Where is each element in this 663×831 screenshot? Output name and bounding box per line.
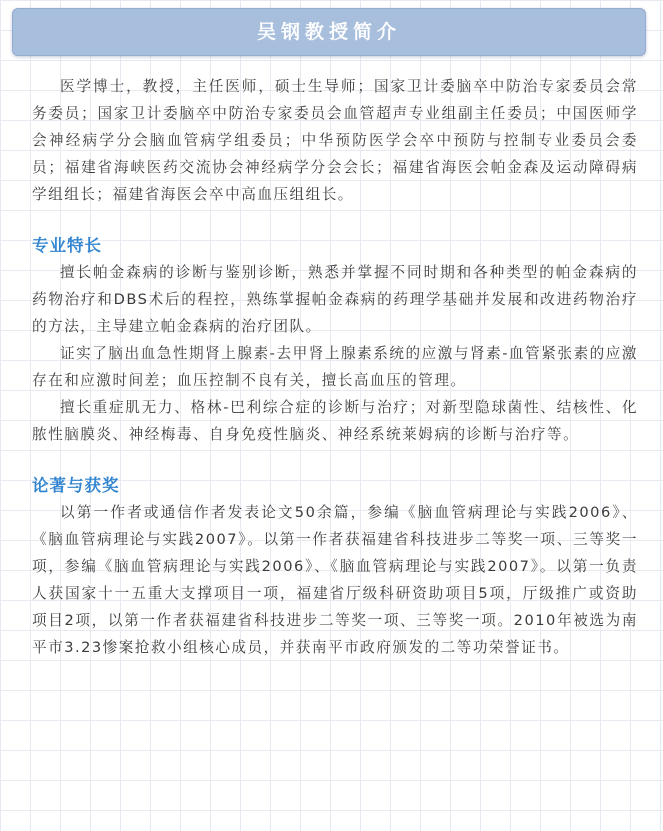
specialty-paragraph: 擅长重症肌无力、格林-巴利综合症的诊断与治疗；对新型隐球菌性、结核性、化脓性脑膜炎、神经梅毒、自身免疫性脑炎、神经系统莱姆病的诊断与治疗等。 xyxy=(32,399,638,443)
section-spacer xyxy=(32,448,638,472)
header-banner xyxy=(12,8,646,56)
specialty-paragraph: 擅长帕金森病的诊断与鉴别诊断，熟悉并掌握不同时期和各种类型的帕金森病的药物治疗和DBS术后的程控，熟练掌握帕金森病的药理学基础并发展和改进药物治疗的方法，主导建立帕金森病的治疗团队。 xyxy=(32,264,638,335)
specialty-heading: 专业特长 xyxy=(32,236,102,255)
page-title: 吴钢教授简介 xyxy=(256,20,401,43)
publications-paragraph: 以第一作者或通信作者发表论文50余篇，参编《脑血管病理论与实践2006》、《脑血管病理论与实践2007》。以第一作者获福建省科技进步二等奖一项、三等奖一项，参编《脑血管病理论与实践2006》、《脑血管病理论与实践2007》。以第一负责人获国家十一五重大支撑项目一项，福建省厅级科研资助项目5项，厅级推广或资助项目2项，以第一作者获福建省科技进步二等奖一项、三等奖一项。2010年被选为南平市3.23惨案抢救小组核心成员，并获南平市政府颁发的二等功荣誉证书。 xyxy=(32,504,638,656)
intro-paragraph: 医学博士，教授，主任医师，硕士生导师；国家卫计委脑卒中防治专家委员会常务委员；国家卫计委脑卒中防治专家委员会血管超声专业组副主任委员；中国医师学会神经病学分会脑血管病学组委员；中华预防医学会卒中预防与控制专业委员会委员；福建省海峡医药交流协会神经病学分会会长；福建省海医会帕金森及运动障碍病学组组长；福建省海医会卒中高血压组组长。 xyxy=(32,78,638,203)
section-spacer xyxy=(32,208,638,232)
publications-heading: 论著与获奖 xyxy=(32,476,120,495)
specialty-paragraph: 证实了脑出血急性期肾上腺素-去甲肾上腺素系统的应激与肾素-血管紧张素的应激存在和应激时间差；血压控制不良有关，擅长高血压的管理。 xyxy=(32,345,638,389)
profile-content xyxy=(32,73,638,661)
